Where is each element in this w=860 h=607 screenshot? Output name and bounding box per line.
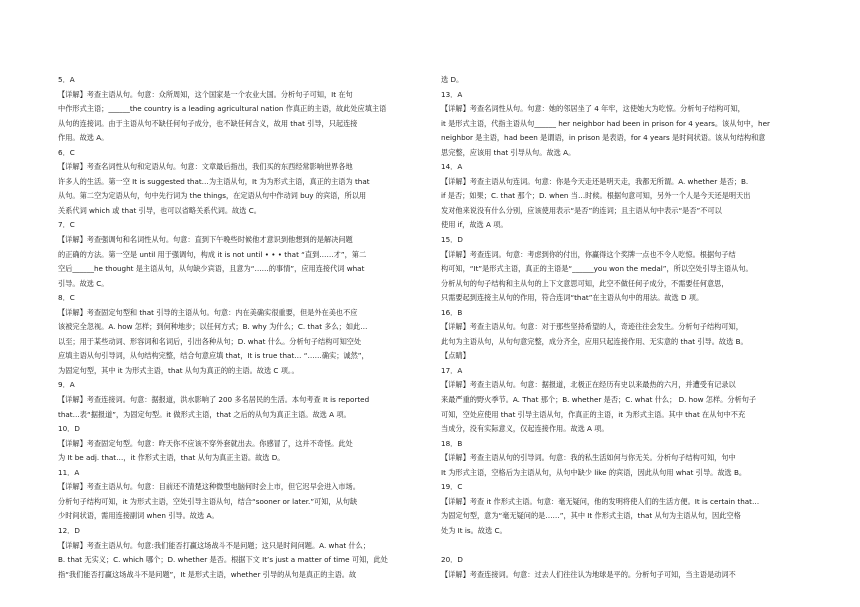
text-line: 13．A — [441, 89, 463, 99]
text-line: 分析句子结构可知，it 为形式主语，空处引导主语从句，结合“sooner or later.”可知，从句缺 — [58, 496, 358, 506]
text-line: 7．C — [58, 220, 75, 230]
text-line: 【详解】考查名词性从句。句意：她的邻居坐了 4 年牢，这使她大为吃惊。分析句子结构可知， — [441, 104, 745, 114]
text-line: 【详解】考查固定句型和 that 引导的主语从句。句意：内在美确实很重要，但是外在美也不应 — [58, 307, 358, 317]
text-line: that…表“据报道”，为固定句型。it 做形式主语，that 之后的从句为真正主语。故选 A 项。 — [58, 409, 351, 419]
text-line: it 是形式主语，代指主语从句______ her neighbor had been in prison for 4 years。该从句中，her — [441, 118, 770, 128]
text-line: 为 It be adj. that…，it 作形式主语，that 从句为真正主语。故选 D。 — [58, 453, 285, 463]
left-column — [58, 73, 428, 582]
text-line: 【详解】考查名词性从句和定语从句。句意：文章最后指出，我们买的东西经常影响世界各地 — [58, 162, 353, 172]
text-line: 10．D — [58, 424, 80, 434]
text-line: 以至；用于某些动词、形容词和名词后，引出各种从句；D. what 什么。分析句子结构可知空处 — [58, 336, 362, 346]
text-line: 许多人的生活。第一空 It is suggested that…为主语从句，It 为为形式主语，真正的主语为 that — [58, 176, 370, 186]
text-line: 【详解】考查主语从句的引导词。句意：我的私生活如何与你无关。分析句子结构可知，句中 — [441, 453, 736, 463]
text-line: 来最严重的野火季节。A. That 那个；B. whether 是否；C. what 什么； D. how 怎样。分析句子 — [441, 395, 757, 405]
text-line: 使用 if，故选 A 项。 — [441, 220, 508, 230]
text-line: 为固定句型，意为“毫无疑问的是……”，其中 It 作形式主语，that 从句为主语从句，因此空格 — [441, 511, 741, 521]
text-line: 发对他来说没有什么分别，应该使用表示“是否”的连词；且主语从句中表示“是否”不可以 — [441, 205, 722, 215]
text-line: if 是否；如果；C. that 那个；D. when 当…时候。根据句意可知，另外一个人是今天还是明天出 — [441, 191, 751, 201]
text-line: 作用。故选 A。 — [58, 133, 109, 143]
text-line: 选 D。 — [441, 75, 464, 84]
text-line: 17．A — [441, 365, 463, 375]
text-line: 从句。第二空为定语从句，句中先行词为 the things，在定语从句中作动词 buy 的宾语，所以用 — [58, 191, 367, 201]
text-line: 关系代词 which 或 that 引导，也可以省略关系代词。故选 C。 — [58, 205, 261, 215]
text-line: 11．A — [58, 467, 80, 477]
text-line: 【详解】考查主语从句连词。句意：你是今天走还是明天走，我都无所谓。A. whether 是否；B. — [441, 176, 749, 186]
text-line: 14．A — [441, 162, 463, 172]
text-line — [441, 539, 811, 554]
text-line: 18．B — [441, 438, 463, 448]
text-line: B. that 无实义；C. which 哪个；D. whether 是否。根据下文 It’s just a matter of time 可知，此处 — [58, 555, 388, 565]
text-line: 16．B — [441, 307, 463, 317]
text-line: It 为形式主语，空格后为主语从句，从句中缺少 like 的宾语，因此从句用 what 引导。故选 B。 — [441, 467, 747, 477]
text-line: 的正确的方法。第一空是 until 用于强调句，构成 it is not until • • • that “直到……才”，第二 — [58, 249, 367, 259]
text-line: 中作形式主语；______the country is a leading agricultural nation 作真正的主语，故此处应填主语 — [58, 104, 387, 114]
text-line: 空后______he thought 是主语从句，从句缺少宾语，且意为“……的事情”，应用连接代词 what — [58, 264, 365, 274]
text-line: 构可知，“It”是形式主语，真正的主语是“______you won the medal”，所以空处引导主语从句。 — [441, 264, 753, 274]
text-line: 9．A — [58, 380, 75, 390]
text-line: 【详解】考查 it 作形式主语。句意：毫无疑问，他的发明将使人们的生活方便。It is certain that… — [441, 496, 760, 506]
text-line: 【详解】考查连接词。句意：据报道，洪水影响了 200 多名居民的生活。本句考查 It is reported — [58, 395, 370, 405]
text-line: 【详解】考查连词。句意：考虑到你的付出，你赢得这个奖牌一点也不令人吃惊。根据句子结 — [441, 249, 736, 259]
text-line: 可知，空处应使用 that 引导主语从句，作真正的主语，it 为形式主语。其中 that 在从句中不充 — [441, 409, 746, 419]
text-line: 此句为主语从句，从句句意完整，成分齐全，应用只起连接作用、无实意的 that 引导。故选 B。 — [441, 336, 748, 346]
text-line: 处为 It is。故选 C。 — [441, 525, 507, 535]
text-line: 只需要起到连接主从句的作用，符合连词“that”在主语从句中的用法。故选 D 项。 — [441, 293, 704, 303]
text-line: 【详解】考查连接词。句意：过去人们往往认为地球是平的。分析句子可知，当主语是动词不 — [441, 569, 736, 579]
text-line: 从句的连接词。由于主语从句不缺任何句子成分，也不缺任何含义，故用 that 引导，只起连接 — [58, 118, 358, 128]
text-line: 当成分，没有实际意义，仅起连接作用。故选 A 项。 — [441, 424, 609, 434]
text-line: 为固定句型，其中 it 为形式主语，that 从句为真正的的主语。故选 C 项。。 — [58, 365, 299, 375]
text-line: neighbor 是主语，had been 是谓语，in prison 是表语，for 4 years 是时间状语。该从句结构和意 — [441, 133, 766, 143]
text-line: 【详解】考查强调句和名词性从句。句意：直到下午晚些时候他才意识到他想到的是解决问题 — [58, 235, 353, 245]
text-line: 15．D — [441, 235, 463, 245]
text-line: 指“我们能否打赢这场战斗不是问题”，It 是形式主语，whether 引导的从句是真正的主语。故 — [58, 569, 357, 579]
text-line: 19．C — [441, 482, 463, 492]
text-line: 20．D — [441, 555, 463, 565]
text-line: 【详解】考查固定句型。句意：昨天你不应该不穿外套就出去。你感冒了，这并不奇怪。此处 — [58, 438, 353, 448]
text-line: 6．C — [58, 147, 75, 157]
text-line: 5．A — [58, 75, 75, 84]
text-line: 【点睛】 — [441, 351, 470, 361]
text-line: 思完整，应该用 that 引导从句。故选 A。 — [441, 147, 576, 157]
text-line: 分析从句的句子结构和主从句的上下文意思可知，此空不做任何子成分，不需要任何意思， — [441, 278, 729, 288]
text-line: 【详解】考查主语从句。句意：对于那些坚持希望的人，奇迹往往会发生。分析句子结构可知， — [441, 322, 743, 332]
text-line: 少时间状语，需用连接副词 when 引导。故选 A。 — [58, 511, 219, 521]
text-line: 【详解】考查主语从句。句意:我们能否打赢这场战斗不是问题；这只是时间问题。A. what 什么； — [58, 540, 371, 550]
text-line: 【详解】考查主语从句。句意：据报道，北极正在经历有史以来最热的六月，并遭受有记录以 — [441, 380, 736, 390]
text-line: 【详解】考查主语从句。句意：众所周知，这个国家是一个农业大国。分析句子可知，It 在句 — [58, 89, 353, 99]
text-line: 8．C — [58, 293, 75, 303]
text-line: 该被完全忽视。A. how 怎样；到何种地步；以任何方式；B. why 为什么；C. that 多么；如此… — [58, 322, 368, 332]
text-line: 应填主语从句引导词，从句结构完整，结合句意应填 that，It is true that… “……确实；诚然”， — [58, 351, 369, 361]
text-line: 【详解】考查主语从句。句意：目前还不清楚这种微型电脑何时会上市，但它迟早会进入市场。 — [58, 482, 360, 492]
text-line: 引导。故选 C。 — [58, 278, 109, 288]
right-column — [441, 73, 811, 582]
text-line: 12．D — [58, 525, 80, 535]
